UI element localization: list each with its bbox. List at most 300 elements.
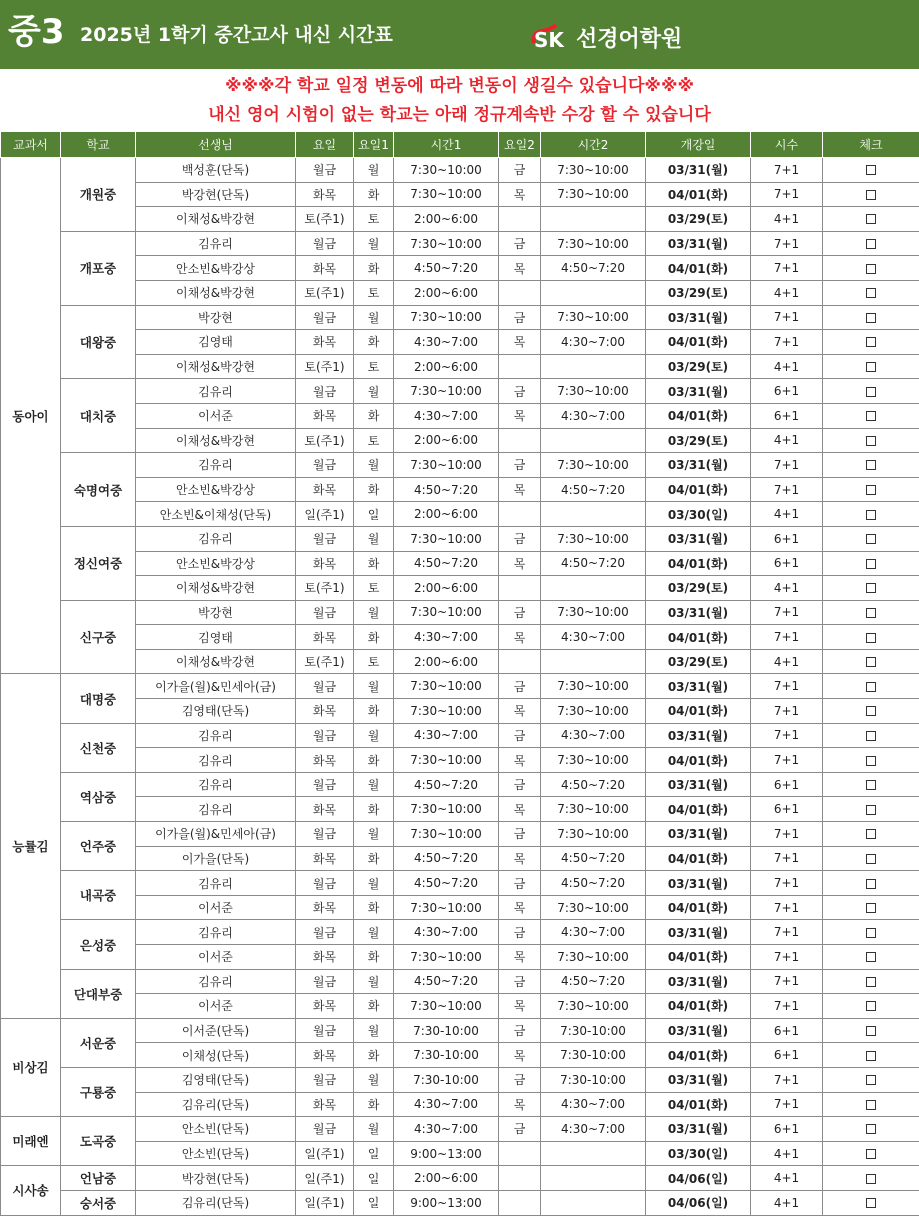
table-row xyxy=(1,1166,919,1191)
day1-cell: 월 xyxy=(354,822,394,847)
table-row xyxy=(1,723,919,748)
teacher-cell: 이채성&박강현 xyxy=(136,428,296,453)
days-cell: 월금 xyxy=(296,723,354,748)
day1-cell: 화 xyxy=(354,330,394,355)
checkbox[interactable] xyxy=(866,854,876,864)
checkbox[interactable] xyxy=(866,731,876,741)
table-row xyxy=(1,477,919,502)
teacher-cell: 안소빈(단독) xyxy=(136,1141,296,1166)
day2-cell: 금 xyxy=(499,305,541,330)
time2-cell: 4:30~7:00 xyxy=(541,403,646,428)
publisher-cell: 능률김 xyxy=(1,674,61,1018)
day2-cell: 목 xyxy=(499,994,541,1019)
check-cell[interactable] xyxy=(823,1067,919,1092)
hours-cell: 4+1 xyxy=(751,428,823,453)
checkbox[interactable] xyxy=(866,903,876,913)
hours-cell: 7+1 xyxy=(751,477,823,502)
start-date-cell: 03/31(월) xyxy=(646,158,751,183)
check-cell[interactable] xyxy=(823,256,919,281)
time2-cell: 4:50~7:20 xyxy=(541,772,646,797)
time2-cell xyxy=(541,502,646,527)
start-date-cell: 03/31(월) xyxy=(646,674,751,699)
hours-cell: 6+1 xyxy=(751,379,823,404)
check-cell[interactable] xyxy=(823,1043,919,1068)
days-cell: 화목 xyxy=(296,477,354,502)
check-cell[interactable] xyxy=(823,403,919,428)
day2-cell: 금 xyxy=(499,871,541,896)
school-cell: 언주중 xyxy=(61,822,136,871)
check-cell[interactable] xyxy=(823,428,919,453)
time2-cell xyxy=(541,1166,646,1191)
teacher-cell: 김유리 xyxy=(136,871,296,896)
time2-cell: 4:50~7:20 xyxy=(541,846,646,871)
days-cell: 화목 xyxy=(296,256,354,281)
days-cell: 토(주1) xyxy=(296,649,354,674)
hours-cell: 6+1 xyxy=(751,526,823,551)
checkbox[interactable] xyxy=(866,362,876,372)
teacher-cell: 이채성&박강현 xyxy=(136,354,296,379)
teacher-cell: 이서준 xyxy=(136,895,296,920)
check-cell[interactable] xyxy=(823,182,919,207)
checkbox[interactable] xyxy=(866,805,876,815)
day1-cell: 월 xyxy=(354,379,394,404)
time1-cell: 7:30~10:00 xyxy=(394,305,499,330)
checkbox[interactable] xyxy=(866,1100,876,1110)
checkbox[interactable] xyxy=(866,583,876,593)
start-date-cell: 04/01(화) xyxy=(646,403,751,428)
checkbox[interactable] xyxy=(866,952,876,962)
days-cell: 토(주1) xyxy=(296,280,354,305)
time2-cell: 7:30~10:00 xyxy=(541,748,646,773)
start-date-cell: 04/01(화) xyxy=(646,1043,751,1068)
day2-cell: 목 xyxy=(499,797,541,822)
hours-cell: 7+1 xyxy=(751,1067,823,1092)
table-row xyxy=(1,182,919,207)
day1-cell: 토 xyxy=(354,207,394,232)
teacher-cell: 이가을(월)&민세아(금) xyxy=(136,822,296,847)
time1-cell: 2:00~6:00 xyxy=(394,1166,499,1191)
day2-cell: 목 xyxy=(499,403,541,428)
teacher-cell: 이채성&박강현 xyxy=(136,280,296,305)
day1-cell: 일 xyxy=(354,1166,394,1191)
school-cell: 대명중 xyxy=(61,674,136,723)
day2-cell: 금 xyxy=(499,674,541,699)
day1-cell: 월 xyxy=(354,772,394,797)
checkbox[interactable] xyxy=(866,1075,876,1085)
start-date-cell: 04/01(화) xyxy=(646,477,751,502)
days-cell: 월금 xyxy=(296,871,354,896)
checkbox[interactable] xyxy=(866,214,876,224)
check-cell[interactable] xyxy=(823,871,919,896)
hours-cell: 7+1 xyxy=(751,994,823,1019)
table-row xyxy=(1,772,919,797)
table-row xyxy=(1,526,919,551)
time1-cell: 7:30~10:00 xyxy=(394,674,499,699)
checkbox[interactable] xyxy=(866,1149,876,1159)
hours-cell: 7+1 xyxy=(751,895,823,920)
days-cell: 화목 xyxy=(296,797,354,822)
start-date-cell: 03/29(토) xyxy=(646,428,751,453)
check-cell[interactable] xyxy=(823,1166,919,1191)
check-cell[interactable] xyxy=(823,895,919,920)
grade-label: 중3 xyxy=(8,12,65,52)
checkbox[interactable] xyxy=(866,1124,876,1134)
time1-cell: 7:30~10:00 xyxy=(394,158,499,183)
hours-cell: 7+1 xyxy=(751,625,823,650)
hours-cell: 7+1 xyxy=(751,182,823,207)
check-cell[interactable] xyxy=(823,305,919,330)
checkbox[interactable] xyxy=(866,657,876,667)
check-cell[interactable] xyxy=(823,920,919,945)
academy-logo xyxy=(530,22,682,52)
teacher-cell: 이채성&박강현 xyxy=(136,207,296,232)
days-cell: 월금 xyxy=(296,1067,354,1092)
checkbox[interactable] xyxy=(866,288,876,298)
table-row xyxy=(1,354,919,379)
day2-cell: 목 xyxy=(499,625,541,650)
checkbox[interactable] xyxy=(866,756,876,766)
days-cell: 월금 xyxy=(296,1117,354,1142)
time1-cell: 7:30~10:00 xyxy=(394,379,499,404)
time2-cell xyxy=(541,1141,646,1166)
check-cell[interactable] xyxy=(823,600,919,625)
time1-cell: 4:50~7:20 xyxy=(394,477,499,502)
check-cell[interactable] xyxy=(823,625,919,650)
checkbox[interactable] xyxy=(866,608,876,618)
check-cell[interactable] xyxy=(823,674,919,699)
time1-cell: 7:30~10:00 xyxy=(394,994,499,1019)
check-cell[interactable] xyxy=(823,945,919,970)
hours-cell: 7+1 xyxy=(751,600,823,625)
time1-cell: 7:30~10:00 xyxy=(394,231,499,256)
day2-cell: 금 xyxy=(499,969,541,994)
check-cell[interactable] xyxy=(823,207,919,232)
start-date-cell: 04/01(화) xyxy=(646,945,751,970)
check-cell[interactable] xyxy=(823,699,919,724)
start-date-cell: 03/31(월) xyxy=(646,1067,751,1092)
col-header-check: 체크 xyxy=(823,132,919,158)
day2-cell xyxy=(499,354,541,379)
time2-cell: 4:50~7:20 xyxy=(541,871,646,896)
teacher-cell: 김유리 xyxy=(136,723,296,748)
check-cell[interactable] xyxy=(823,1092,919,1117)
check-cell[interactable] xyxy=(823,477,919,502)
time2-cell: 7:30~10:00 xyxy=(541,305,646,330)
teacher-cell: 김유리 xyxy=(136,231,296,256)
teacher-cell: 김유리 xyxy=(136,797,296,822)
hours-cell: 4+1 xyxy=(751,1141,823,1166)
start-date-cell: 03/31(월) xyxy=(646,822,751,847)
day2-cell: 목 xyxy=(499,330,541,355)
page-title: 2025년 1학기 중간고사 내신 시간표 xyxy=(80,22,393,48)
school-cell: 내곡중 xyxy=(61,871,136,920)
teacher-cell: 김유리 xyxy=(136,920,296,945)
hours-cell: 4+1 xyxy=(751,1190,823,1215)
day2-cell: 금 xyxy=(499,772,541,797)
days-cell: 화목 xyxy=(296,945,354,970)
day2-cell xyxy=(499,502,541,527)
day2-cell: 목 xyxy=(499,895,541,920)
check-cell[interactable] xyxy=(823,379,919,404)
day1-cell: 월 xyxy=(354,1067,394,1092)
hours-cell: 6+1 xyxy=(751,1043,823,1068)
table-row xyxy=(1,994,919,1019)
day1-cell: 월 xyxy=(354,453,394,478)
col-header-publisher: 교과서 xyxy=(1,132,61,158)
timetable xyxy=(0,131,919,1216)
time1-cell: 7:30~10:00 xyxy=(394,182,499,207)
check-cell[interactable] xyxy=(823,846,919,871)
checkbox[interactable] xyxy=(866,436,876,446)
checkbox[interactable] xyxy=(866,1001,876,1011)
time2-cell xyxy=(541,576,646,601)
time2-cell: 7:30~10:00 xyxy=(541,822,646,847)
table-row xyxy=(1,1190,919,1215)
days-cell: 월금 xyxy=(296,969,354,994)
table-row xyxy=(1,305,919,330)
check-cell[interactable] xyxy=(823,502,919,527)
checkbox[interactable] xyxy=(866,165,876,175)
check-cell[interactable] xyxy=(823,822,919,847)
school-cell: 서운중 xyxy=(61,1018,136,1067)
day1-cell: 월 xyxy=(354,1018,394,1043)
table-row xyxy=(1,453,919,478)
start-date-cell: 04/01(화) xyxy=(646,1092,751,1117)
teacher-cell: 김영태 xyxy=(136,625,296,650)
time1-cell: 4:50~7:20 xyxy=(394,256,499,281)
check-cell[interactable] xyxy=(823,526,919,551)
table-row xyxy=(1,920,919,945)
checkbox[interactable] xyxy=(866,534,876,544)
checkbox[interactable] xyxy=(866,879,876,889)
check-cell[interactable] xyxy=(823,1117,919,1142)
day1-cell: 토 xyxy=(354,280,394,305)
days-cell: 화목 xyxy=(296,1043,354,1068)
checkbox[interactable] xyxy=(866,559,876,569)
checkbox[interactable] xyxy=(866,706,876,716)
start-date-cell: 04/01(화) xyxy=(646,551,751,576)
check-cell[interactable] xyxy=(823,772,919,797)
time2-cell xyxy=(541,280,646,305)
time2-cell: 4:30~7:00 xyxy=(541,723,646,748)
checkbox[interactable] xyxy=(866,1051,876,1061)
academy-name: 선경어학원 xyxy=(576,22,682,53)
time2-cell: 7:30~10:00 xyxy=(541,945,646,970)
days-cell: 일(주1) xyxy=(296,1190,354,1215)
check-cell[interactable] xyxy=(823,551,919,576)
teacher-cell: 이서준(단독) xyxy=(136,1018,296,1043)
time2-cell: 7:30~10:00 xyxy=(541,699,646,724)
check-cell[interactable] xyxy=(823,994,919,1019)
day1-cell: 월 xyxy=(354,969,394,994)
day1-cell: 토 xyxy=(354,576,394,601)
school-cell: 은성중 xyxy=(61,920,136,969)
day2-cell xyxy=(499,280,541,305)
hours-cell: 4+1 xyxy=(751,649,823,674)
start-date-cell: 04/01(화) xyxy=(646,895,751,920)
time1-cell: 9:00~13:00 xyxy=(394,1190,499,1215)
school-cell: 정신여중 xyxy=(61,526,136,600)
time1-cell: 7:30~10:00 xyxy=(394,822,499,847)
time2-cell: 7:30~10:00 xyxy=(541,674,646,699)
day2-cell xyxy=(499,1166,541,1191)
time2-cell: 4:50~7:20 xyxy=(541,477,646,502)
hours-cell: 7+1 xyxy=(751,158,823,183)
teacher-cell: 김유리(단독) xyxy=(136,1092,296,1117)
start-date-cell: 03/31(월) xyxy=(646,871,751,896)
day2-cell: 목 xyxy=(499,748,541,773)
day1-cell: 화 xyxy=(354,699,394,724)
check-cell[interactable] xyxy=(823,453,919,478)
time1-cell: 7:30~10:00 xyxy=(394,600,499,625)
day1-cell: 토 xyxy=(354,354,394,379)
start-date-cell: 04/06(일) xyxy=(646,1190,751,1215)
start-date-cell: 03/31(월) xyxy=(646,969,751,994)
time2-cell: 7:30-10:00 xyxy=(541,1067,646,1092)
checkbox[interactable] xyxy=(866,1026,876,1036)
checkbox[interactable] xyxy=(866,239,876,249)
checkbox[interactable] xyxy=(866,337,876,347)
check-cell[interactable] xyxy=(823,969,919,994)
checkbox[interactable] xyxy=(866,633,876,643)
checkbox[interactable] xyxy=(866,977,876,987)
check-cell[interactable] xyxy=(823,576,919,601)
checkbox[interactable] xyxy=(866,411,876,421)
time1-cell: 4:30~7:00 xyxy=(394,723,499,748)
time1-cell: 7:30~10:00 xyxy=(394,526,499,551)
checkbox[interactable] xyxy=(866,313,876,323)
check-cell[interactable] xyxy=(823,158,919,183)
time2-cell: 4:30~7:00 xyxy=(541,920,646,945)
days-cell: 월금 xyxy=(296,772,354,797)
teacher-cell: 이채성&박강현 xyxy=(136,576,296,601)
day2-cell xyxy=(499,207,541,232)
days-cell: 화목 xyxy=(296,625,354,650)
day1-cell: 화 xyxy=(354,551,394,576)
table-row xyxy=(1,797,919,822)
time1-cell: 4:50~7:20 xyxy=(394,969,499,994)
sk-logo-mark xyxy=(530,23,572,51)
day2-cell: 목 xyxy=(499,699,541,724)
hours-cell: 7+1 xyxy=(751,822,823,847)
hours-cell: 6+1 xyxy=(751,551,823,576)
day2-cell: 목 xyxy=(499,182,541,207)
checkbox[interactable] xyxy=(866,264,876,274)
start-date-cell: 04/01(화) xyxy=(646,182,751,207)
check-cell[interactable] xyxy=(823,354,919,379)
checkbox[interactable] xyxy=(866,928,876,938)
time1-cell: 2:00~6:00 xyxy=(394,280,499,305)
days-cell: 토(주1) xyxy=(296,354,354,379)
days-cell: 일(주1) xyxy=(296,1166,354,1191)
checkbox[interactable] xyxy=(866,460,876,470)
hours-cell: 7+1 xyxy=(751,945,823,970)
notice-line-2: 내신 영어 시험이 없는 학교는 아래 정규계속반 수강 할 수 있습니다 xyxy=(0,101,919,130)
day2-cell: 금 xyxy=(499,453,541,478)
school-cell: 단대부중 xyxy=(61,969,136,1018)
day1-cell: 화 xyxy=(354,182,394,207)
checkbox[interactable] xyxy=(866,510,876,520)
day2-cell xyxy=(499,1141,541,1166)
checkbox[interactable] xyxy=(866,780,876,790)
table-row xyxy=(1,502,919,527)
teacher-cell: 백성훈(단독) xyxy=(136,158,296,183)
hours-cell: 7+1 xyxy=(751,871,823,896)
day1-cell: 토 xyxy=(354,649,394,674)
table-row xyxy=(1,945,919,970)
days-cell: 화목 xyxy=(296,551,354,576)
school-cell: 역삼중 xyxy=(61,772,136,821)
checkbox[interactable] xyxy=(866,1174,876,1184)
check-cell[interactable] xyxy=(823,649,919,674)
table-row xyxy=(1,1092,919,1117)
days-cell: 화목 xyxy=(296,748,354,773)
table-row xyxy=(1,1141,919,1166)
check-cell[interactable] xyxy=(823,1018,919,1043)
day2-cell: 금 xyxy=(499,600,541,625)
days-cell: 월금 xyxy=(296,453,354,478)
hours-cell: 6+1 xyxy=(751,403,823,428)
checkbox[interactable] xyxy=(866,485,876,495)
checkbox[interactable] xyxy=(866,829,876,839)
check-cell[interactable] xyxy=(823,231,919,256)
start-date-cell: 03/31(월) xyxy=(646,305,751,330)
time1-cell: 7:30~10:00 xyxy=(394,945,499,970)
time2-cell: 4:50~7:20 xyxy=(541,969,646,994)
col-header-teacher: 선생님 xyxy=(136,132,296,158)
time2-cell: 7:30-10:00 xyxy=(541,1043,646,1068)
check-cell[interactable] xyxy=(823,797,919,822)
start-date-cell: 04/01(화) xyxy=(646,994,751,1019)
day1-cell: 일 xyxy=(354,1190,394,1215)
teacher-cell: 이채성(단독) xyxy=(136,1043,296,1068)
publisher-cell: 시사송 xyxy=(1,1166,61,1215)
checkbox[interactable] xyxy=(866,387,876,397)
notice-line-1: ※※※각 학교 일정 변동에 따라 변동이 생길수 있습니다※※※ xyxy=(0,69,919,101)
teacher-cell: 이서준 xyxy=(136,994,296,1019)
school-cell: 구룡중 xyxy=(61,1067,136,1116)
check-cell[interactable] xyxy=(823,280,919,305)
day1-cell: 토 xyxy=(354,428,394,453)
days-cell: 월금 xyxy=(296,600,354,625)
check-cell[interactable] xyxy=(823,748,919,773)
days-cell: 화목 xyxy=(296,994,354,1019)
start-date-cell: 03/31(월) xyxy=(646,1117,751,1142)
day1-cell: 화 xyxy=(354,1092,394,1117)
check-cell[interactable] xyxy=(823,330,919,355)
time1-cell: 4:30~7:00 xyxy=(394,403,499,428)
checkbox[interactable] xyxy=(866,682,876,692)
day2-cell: 목 xyxy=(499,945,541,970)
day1-cell: 월 xyxy=(354,920,394,945)
checkbox[interactable] xyxy=(866,190,876,200)
table-row xyxy=(1,674,919,699)
day1-cell: 월 xyxy=(354,723,394,748)
hours-cell: 4+1 xyxy=(751,576,823,601)
teacher-cell: 이가을(단독) xyxy=(136,846,296,871)
day1-cell: 화 xyxy=(354,1043,394,1068)
start-date-cell: 03/31(월) xyxy=(646,453,751,478)
start-date-cell: 03/29(토) xyxy=(646,280,751,305)
hours-cell: 7+1 xyxy=(751,748,823,773)
check-cell[interactable] xyxy=(823,1190,919,1215)
check-cell[interactable] xyxy=(823,1141,919,1166)
day1-cell: 화 xyxy=(354,477,394,502)
start-date-cell: 04/01(화) xyxy=(646,625,751,650)
start-date-cell: 03/29(토) xyxy=(646,354,751,379)
col-header-days: 요일 xyxy=(296,132,354,158)
check-cell[interactable] xyxy=(823,723,919,748)
